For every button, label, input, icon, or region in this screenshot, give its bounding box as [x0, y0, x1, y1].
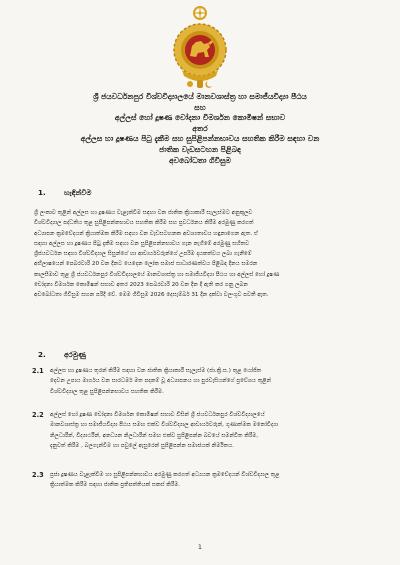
- objective-item-2-1: [32, 366, 370, 397]
- objective-number: 2.2: [32, 411, 44, 419]
- objective-line: විශ්වවිද්‍යාල තුළ සුපිළිපන්නභාවය සහතික කිරීම.: [50, 388, 164, 395]
- section-2-title-text: අරමුණු: [64, 350, 87, 359]
- paragraph-line: විශ්වවිද්‍යාල පද්ධතිය තුළ සුපිළිපන්නභාවය සහතික කිරීම සහ ප්‍රවර්ධනය කිරීම අරමුණු කරගත්: [34, 220, 254, 227]
- objective-line: දැනුවත් කිරීම , බලගැන්වීම හා පවුලේ ඇසුරෙන් සුපිළිපන්න සමාජයක් නිර්මිතය.: [50, 442, 234, 449]
- sri-lanka-national-emblem-icon: [168, 4, 232, 92]
- objective-item-2-2: [32, 410, 370, 451]
- section-2-number: 2.: [38, 350, 46, 359]
- objective-line: අල්ලස් හෝ දූෂණ චෝදනා විමර්ශන කොමිෂන් සභාව විසින් ශ්‍රී ජයවර්ධනපුර විශ්වවිද්‍යාලයේ: [50, 412, 265, 418]
- heading-line-between: අතර: [192, 123, 208, 133]
- objective-line: නිලධාරීන්, විද්‍යාර්ථීන්, අනධ්‍යන නිලධාරීන් සමඟ එක්ව සුපිළිපන්න බවයේ සමන්විත කිරීම,: [50, 432, 259, 439]
- objective-line: මානවශාස්ත්‍ර හා සමාජීයවිද්‍යා පීඨය සමඟ එක්ව විශ්වවිද්‍යාල ආචාර්යවරුන්, ගුණාත්මක මනෝවිද්‍යා: [50, 422, 279, 429]
- paragraph-line: අවබෝධතා ගිවිසුම සහන පරිදි වේ. මෙම ගිවිසුම 2026 දෙසැම්බර් 31 දින දක්වා වලංගුව පවතී ඇත.: [34, 292, 269, 299]
- heading-line-programme: අල්ලස හා දූෂණය පිටු දැකීම සහ සුපිළිපන්නභාවය සහතික කිරීම සඳහා වන: [80, 134, 320, 144]
- heading-line-commission: අල්ලස් හෝ දූෂණ චෝදනා විමර්ශන කොමිෂන් සභාව: [114, 113, 286, 123]
- section-2-title: [38, 350, 86, 360]
- heading-line-faculty: ශ්‍රී ජයවර්ධනපුර විශ්වවිද්‍යාලයේ මානවශාස්ත්‍ර හා සමාජීයවිද්‍යා පීඨය: [93, 92, 307, 101]
- paragraph-line: සඳහා අල්ලස හා දූෂණය පිටු දැකීම සඳහා වන සුපිළිපන්නභාවය ගැන නැගීමේ අරමුණු සහිතව: [34, 240, 250, 247]
- paragraph-line: චෝදනා විමර්ශන කොමිෂන් සභාව අතර 2023 පෙබරවාරි 20 වන දින දී ඇති කර ගනු ලබන: [34, 282, 248, 289]
- objective-line: ප්‍රජා දූෂණය වැළැක්වීම හා සුපිළිපන්නභාවය අරමුණු කරගත් අධ්‍යයන ක්‍රමවේදයන් විශ්වවිද්‍යාල තුළ: [50, 472, 280, 478]
- paragraph-line: ශ්‍රී ලංකාව තුළින් අල්ලස හා දූෂණය වැළැක්වීම සඳහා වන ජාතික ක්‍රියාකාරී සැලැස්මට අනුකූලව: [34, 210, 253, 216]
- section-1-paragraph: [34, 208, 370, 301]
- objective-line: ක්‍රියාත්මක කිරීම සඳහා ජාතික ප්‍රතිපත්තියක් සකස් කිරීම.: [50, 482, 181, 489]
- heading-line-and: සහ: [194, 102, 206, 112]
- paragraph-line: අභිලාෂයෙන් පෙබරවාරි 20 වන දිනට යෙදෙන ලෝක සමාජ සාධාරණත්වය පිළිබඳ දිනය සමරන: [34, 261, 258, 268]
- page-number: 1: [197, 543, 203, 551]
- objective-number: 2.1: [32, 367, 44, 375]
- section-1-number: 1.: [38, 188, 46, 197]
- heading-line-national: ජාතික වැඩසටහන පිළිබඳ: [159, 144, 241, 154]
- heading-line-mou: අවබෝධතා ගිවිසුම: [169, 155, 231, 165]
- objective-line: දෙවන උපාය මාර්ගය වන සාරධර්ම මත පදනම් වූ අධ්‍යාපනය හා පුරවැසියන්ගේ ප්‍රවේශය තුළින්: [50, 378, 272, 385]
- agreement-heading: [40, 92, 360, 166]
- paragraph-line: අධ්‍යාපන ක්‍රමවේදයන් ක්‍රියාත්මක කිරීම සඳහා වන වැඩසටහනක අවශ්‍යතාවය හඳුනාගෙන ඇත. ඒ: [34, 230, 259, 237]
- objective-line: අල්ලස හා දූෂණය තුරන් කිරීම සඳහා වන ජාතික ක්‍රියාකාරී සැලැස්ම (ජා.ක්‍රි.ස.) තුළ යෝජිත: [50, 368, 262, 374]
- objective-item-2-3: [32, 470, 370, 491]
- objective-number: 2.3: [32, 471, 44, 479]
- paragraph-line: ශ්‍රීජයවර්ධන සඳහා විශ්වවිද්‍යාල සිසුන්ගේ හා ආචාර්යවරුන්ගේ උපරිම දායකත්වය ලබා ගැනීමේ: [34, 251, 252, 258]
- paragraph-line: කාලසීමාව තුළ ශ්‍රී ජයවර්ධනපුර විශ්වවිද්‍යාලයේ මානවශාස්ත්‍ර හා සමාජීයවිද්‍යා පීඨය හා අල්ලස් හෝ දූෂණ: [34, 271, 280, 278]
- section-1-title-text: හැඳින්වීම: [64, 188, 92, 197]
- section-1-title: [38, 188, 92, 198]
